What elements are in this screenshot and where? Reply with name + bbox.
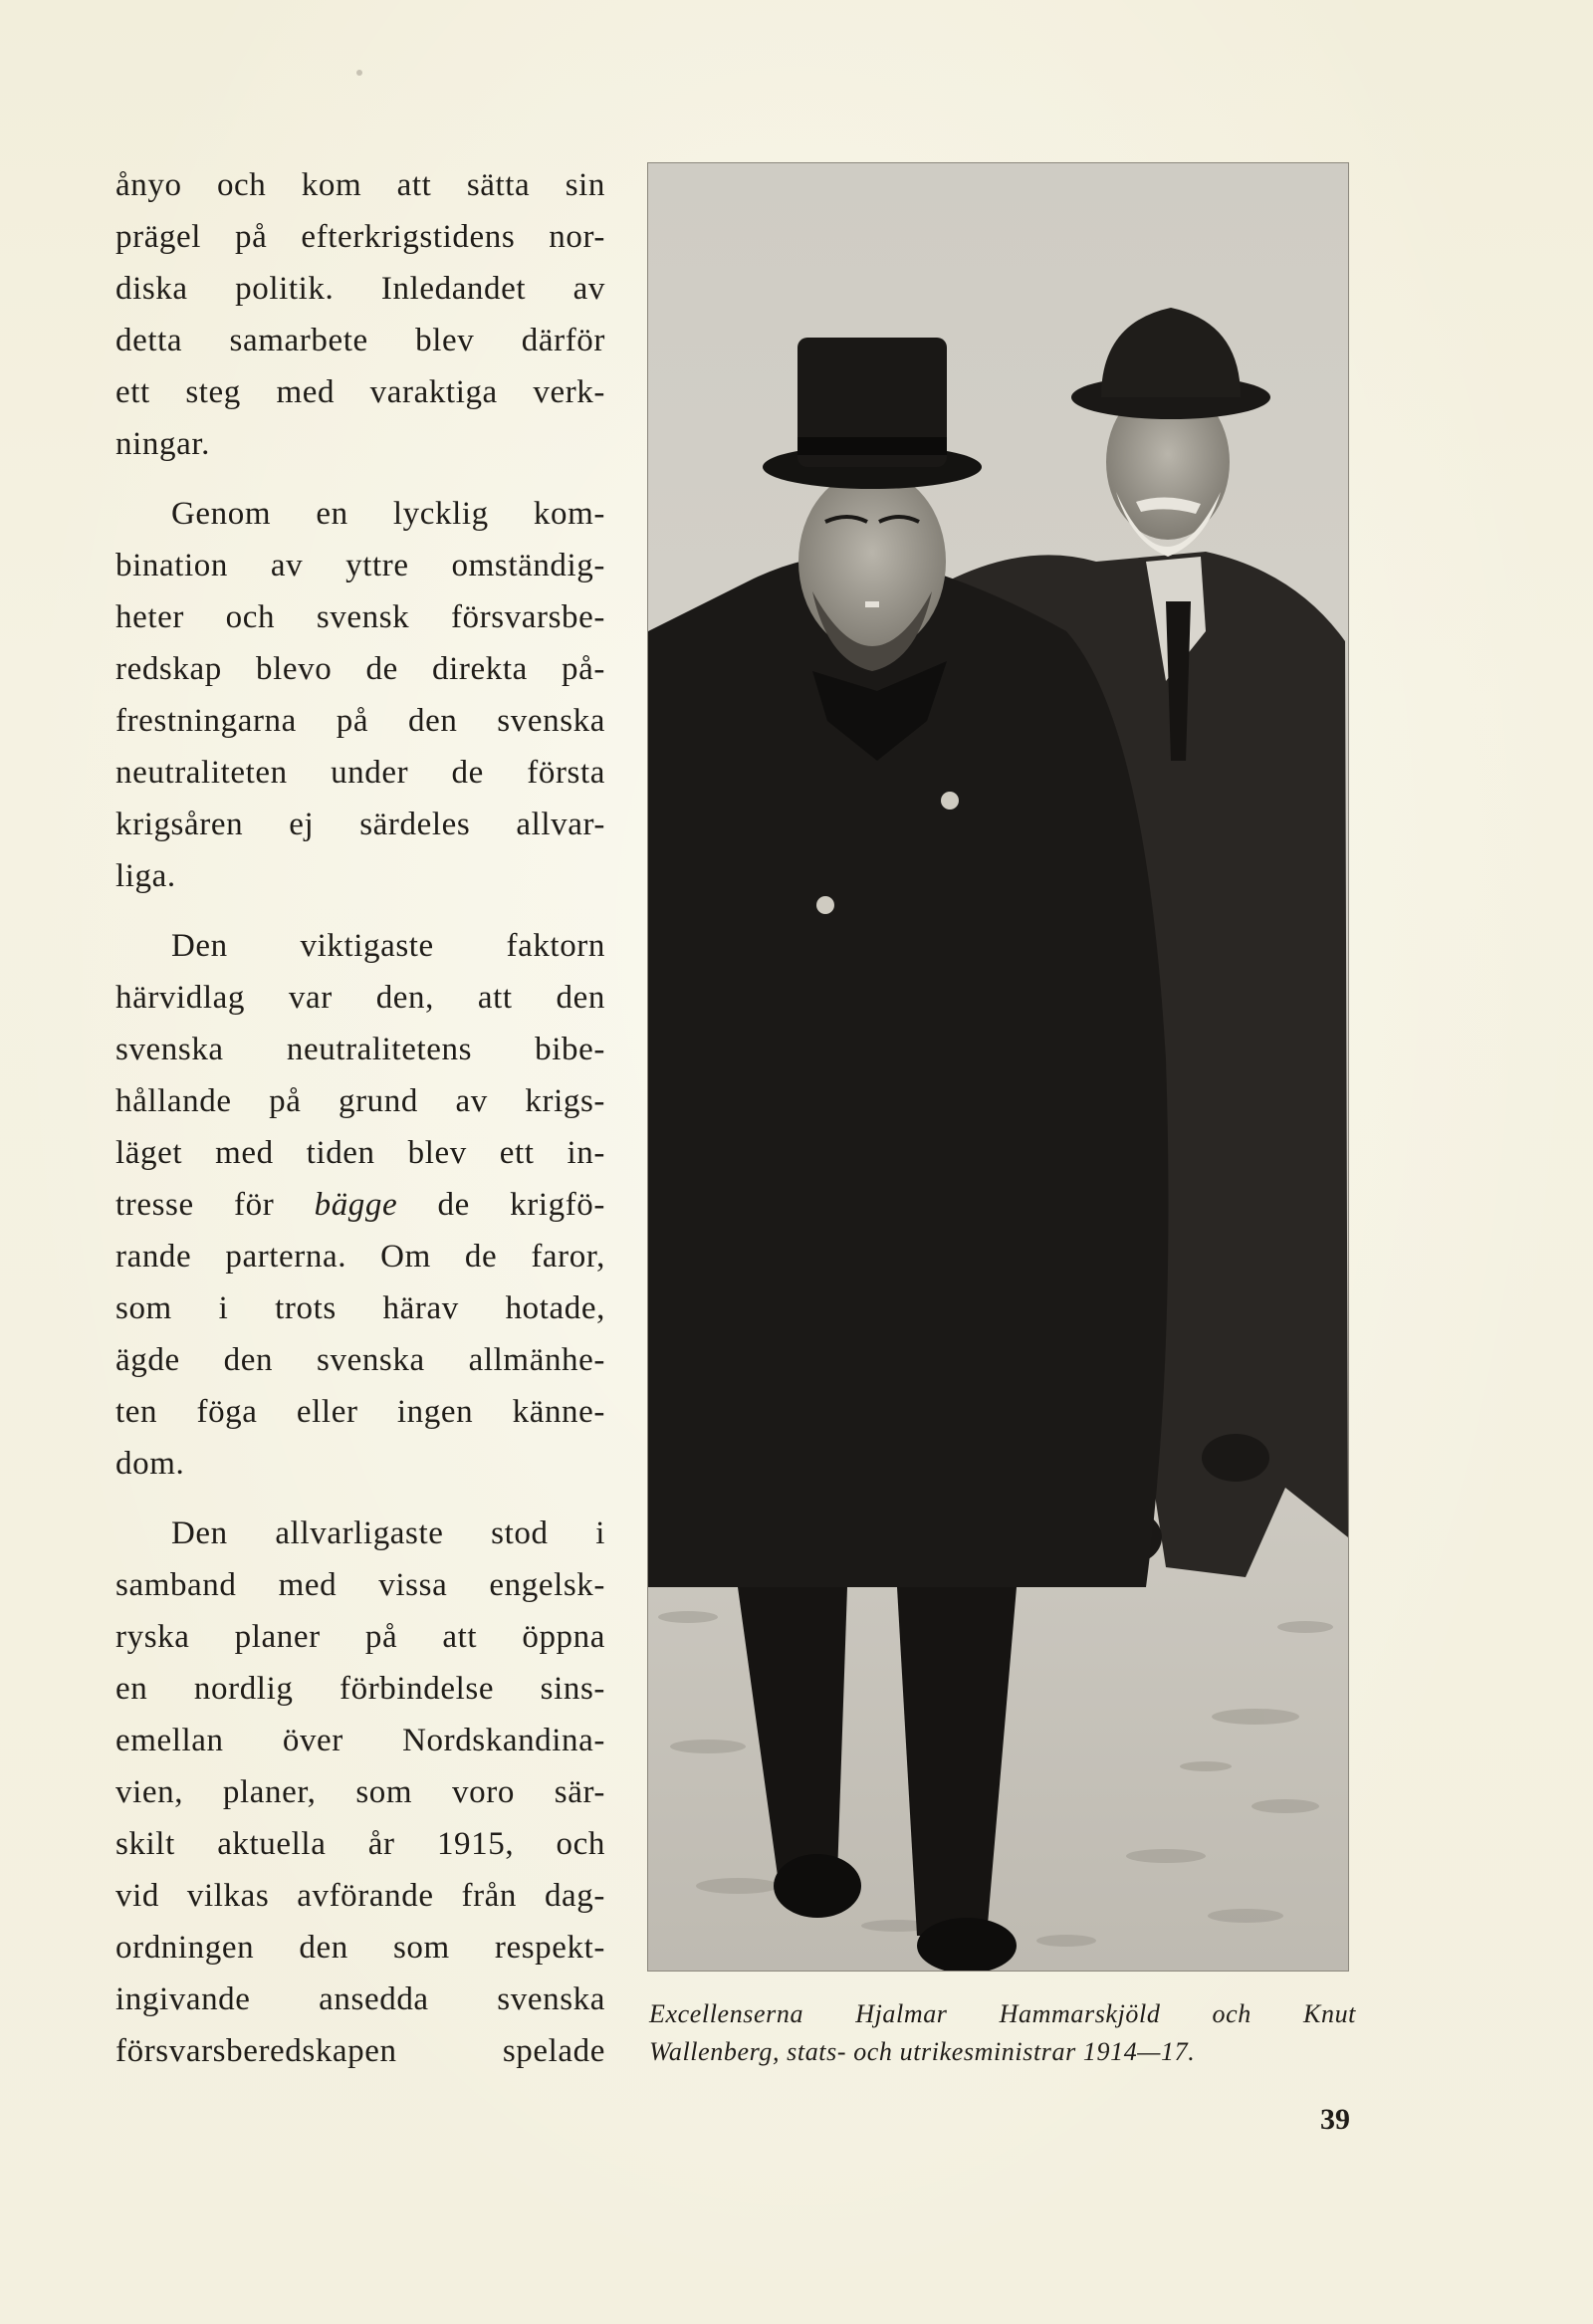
- text-line: ryska planer på att öppna: [115, 1619, 605, 1655]
- paragraph-1: [115, 159, 605, 470]
- text-line: heter och svensk försvarsbe-: [115, 599, 605, 635]
- text-line: försvarsberedskapen spelade: [115, 2033, 605, 2069]
- text-fragment: tresse för: [115, 1187, 315, 1223]
- text-line: ten föga eller ingen känne-: [115, 1394, 605, 1430]
- text-line-with-italic: [115, 1179, 605, 1231]
- text-line: svenska neutralitetens bibe-: [115, 1032, 605, 1067]
- text-line: Den allvarligaste stod i: [171, 1515, 605, 1551]
- text-line: prägel på efterkrigstidens nor-: [115, 219, 605, 255]
- text-line: liga.: [115, 858, 176, 894]
- text-line: hållande på grund av krigs-: [115, 1083, 605, 1119]
- paragraph-2: [115, 488, 605, 902]
- text-line: detta samarbete blev därför: [115, 323, 605, 358]
- text-line: vid vilkas avförande från dag-: [115, 1878, 605, 1914]
- text-line: bination av yttre omständig-: [115, 548, 605, 583]
- caption-line: Excellenserna Hjalmar Hammarskjöld och Knut: [649, 1999, 1356, 2028]
- text-line: krigsåren ej särdeles allvar-: [115, 807, 605, 842]
- text-line: vien, planer, som voro sär-: [115, 1774, 605, 1810]
- paper-speck: [356, 70, 362, 76]
- text-line: läget med tiden blev ett in-: [115, 1135, 605, 1171]
- text-line: härvidlag var den, att den: [115, 980, 605, 1016]
- text-line: neutraliteten under de första: [115, 755, 605, 791]
- text-line: redskap blevo de direkta på-: [115, 651, 605, 687]
- text-line: emellan över Nordskandina-: [115, 1723, 605, 1758]
- text-line: rande parterna. Om de faror,: [115, 1239, 605, 1275]
- body-text-column: [115, 159, 605, 2095]
- text-line: ett steg med varaktiga verk-: [115, 374, 605, 410]
- text-line: diska politik. Inledandet av: [115, 271, 605, 307]
- text-line: frestningarna på den svenska: [115, 703, 605, 739]
- paragraph-3: [115, 920, 605, 1490]
- photograph-two-men-walking: [648, 163, 1348, 1971]
- text-line: ingivande ansedda svenska: [115, 1981, 605, 2017]
- text-line: skilt aktuella år 1915, och: [115, 1826, 605, 1862]
- text-line: en nordlig förbindelse sins-: [115, 1671, 605, 1707]
- text-line: ordningen den som respekt-: [115, 1930, 605, 1966]
- text-line: Den viktigaste faktorn: [171, 928, 605, 964]
- historical-photograph: [647, 162, 1349, 1972]
- text-fragment: de krigfö-: [397, 1187, 606, 1223]
- text-line: som i trots härav hotade,: [115, 1290, 605, 1326]
- page-number: 39: [1320, 2103, 1350, 2136]
- text-line: ägde den svenska allmänhe-: [115, 1342, 605, 1378]
- text-line: samband med vissa engelsk-: [115, 1567, 605, 1603]
- paragraph-4: [115, 1508, 605, 2077]
- text-line: ånyo och kom att sätta sin: [115, 167, 605, 203]
- caption-line: Wallenberg, stats- och utrikesministrar 1914—17.: [649, 2037, 1196, 2066]
- photo-caption: [649, 1995, 1356, 2071]
- text-line: Genom en lycklig kom-: [171, 496, 605, 532]
- text-line: ningar.: [115, 426, 210, 462]
- text-line: dom.: [115, 1446, 185, 1482]
- italic-word: bägge: [314, 1187, 398, 1223]
